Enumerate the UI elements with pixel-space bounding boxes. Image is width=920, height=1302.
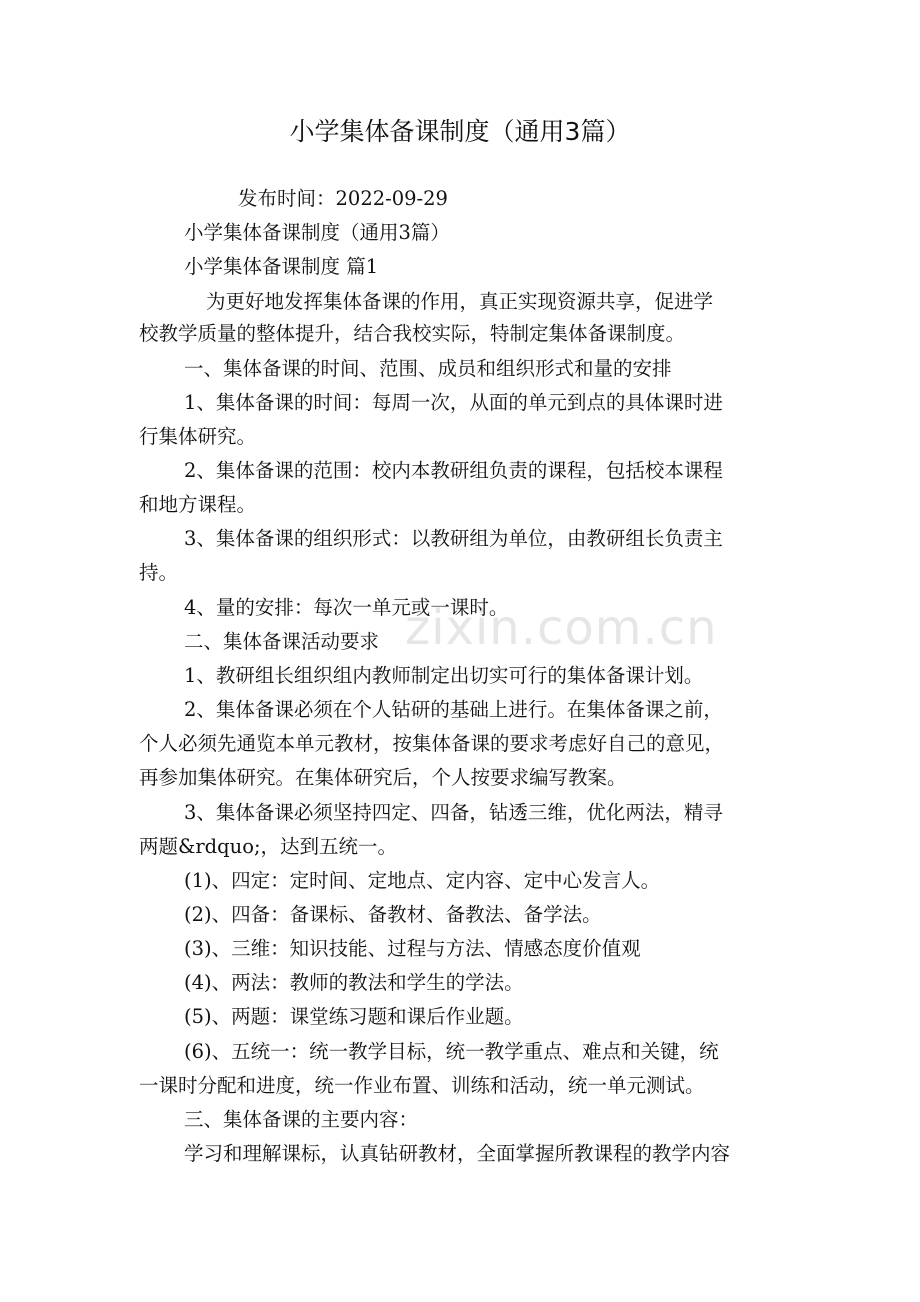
paragraph-line: 学习和理解课标，认真钻研教材，全面掌握所教课程的教学内容 — [184, 1142, 731, 1165]
document-title: 小学集体备课制度（通用3篇） — [289, 117, 631, 146]
paragraph-line: 为更好地发挥集体备课的作用，真正实现资源共享，促进学 — [206, 290, 714, 313]
section-heading: 三、集体备课的主要内容： — [184, 1108, 419, 1131]
list-item: (1)、四定：定时间、定地点、定内容、定中心发言人。 — [184, 869, 661, 892]
paragraph-line: 行集体研究。 — [139, 425, 257, 448]
paragraph-line: 小学集体备课制度（通用3篇） — [184, 221, 450, 244]
paragraph-line: 校教学质量的整体提升，结合我校实际，特制定集体备课制度。 — [139, 322, 686, 345]
section-heading: 一、集体备课的时间、范围、成员和组织形式和量的安排 — [184, 357, 672, 380]
list-item: (3)、三维：知识技能、过程与方法、情感态度价值观 — [184, 937, 641, 960]
list-item: (2)、四备：备课标、备教材、备教法、备学法。 — [184, 903, 602, 926]
paragraph-line: 个人必须先通览本单元教材，按集体备课的要求考虑好自己的意见， — [139, 732, 725, 755]
paragraph-line: 2、集体备课的范围：校内本教研组负责的课程，包括校本课程 — [184, 459, 723, 482]
paragraph-line: 再参加集体研究。在集体研究后，个人按要求编写教案。 — [139, 766, 627, 789]
paragraph-line: 4、量的安排：每次一单元或一课时。 — [184, 596, 509, 619]
list-item: (4)、两法：教师的教法和学生的学法。 — [184, 971, 524, 994]
section-heading: 二、集体备课活动要求 — [184, 630, 380, 653]
watermark: zixin.com.cn — [405, 600, 718, 656]
paragraph-line: 1、集体备课的时间：每周一次，从面的单元到点的具体课时进 — [184, 391, 723, 414]
paragraph-line: 3、集体备课必须坚持四定、四备，钻透三维，优化两法，精寻 — [184, 801, 723, 824]
paragraph-line: 2、集体备课必须在个人钻研的基础上进行。在集体备课之前， — [184, 698, 723, 721]
section-heading: 小学集体备课制度 篇1 — [184, 255, 379, 278]
paragraph-line: 3、集体备课的组织形式：以教研组为单位，由教研组长负责主 — [184, 527, 723, 550]
paragraph-line: 和地方课程。 — [139, 493, 257, 516]
paragraph-line: 1、教研组长组织组内教师制定出切实可行的集体备课计划。 — [184, 664, 704, 687]
list-item: (6)、五统一：统一教学目标，统一教学重点、难点和关键，统 — [184, 1040, 719, 1063]
paragraph-line: 一课时分配和进度，统一作业布置、训练和活动，统一单元测试。 — [139, 1074, 705, 1097]
paragraph-line: 两题&rdquo;，达到五统一。 — [139, 835, 398, 858]
paragraph-line: 持。 — [139, 561, 179, 584]
publish-date: 发布时间：2022-09-29 — [238, 187, 448, 210]
list-item: (5)、两题：课堂练习题和课后作业题。 — [184, 1005, 524, 1028]
